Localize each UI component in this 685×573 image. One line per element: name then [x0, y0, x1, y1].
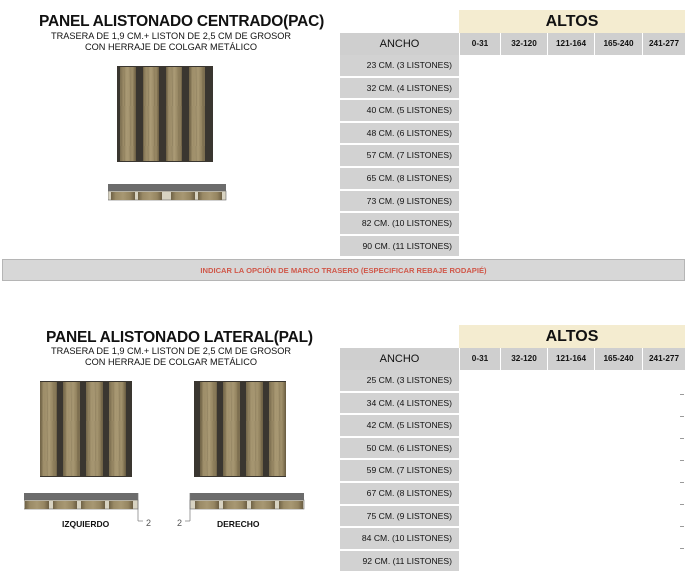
pac-col-header: 241-277 [642, 33, 685, 55]
pac-row-label: 73 CM. (9 LISTONES) [340, 191, 459, 214]
pal-col-header: 121-164 [547, 348, 594, 370]
pal-left-label: IZQUIERDO [62, 519, 110, 529]
pac-width-rows [340, 55, 459, 258]
pac-row-label: 57 CM. (7 LISTONES) [340, 145, 459, 168]
pal-right-mark: 2 [177, 518, 183, 528]
pal-left-mark: 2 [146, 518, 152, 528]
edge-tick [680, 460, 684, 461]
pac-row-label: 65 CM. (8 LISTONES) [340, 168, 459, 191]
edge-tick [680, 548, 684, 549]
pac-altos-header: ALTOS [459, 10, 685, 34]
pal-row-label: 25 CM. (3 LISTONES) [340, 370, 459, 393]
pac-columns-header [459, 33, 685, 55]
pac-note-banner: INDICAR LA OPCIÓN DE MARCO TRASERO (ESPECIFICAR REBAJE RODAPIÉ) [2, 259, 685, 281]
pac-subtitle-line1: TRASERA DE 1,9 CM.+ LISTON DE 2,5 CM DE GROSOR [50, 31, 292, 41]
pac-subtitle-line2: CON HERRAJE DE COLGAR METÁLICO [84, 41, 258, 52]
pal-subtitle-line1: TRASERA DE 1,9 CM.+ LISTON DE 2,5 CM DE GROSOR [50, 346, 292, 356]
pal-row-label: 84 CM. (10 LISTONES) [340, 528, 459, 551]
pal-col-header: 241-277 [642, 348, 685, 370]
pac-front-illustration [117, 66, 213, 162]
pal-row-label: 42 CM. (5 LISTONES) [340, 415, 459, 438]
pal-left-front-illustration [40, 381, 132, 477]
pac-row-label: 48 CM. (6 LISTONES) [340, 123, 459, 146]
pac-col-header: 121-164 [547, 33, 594, 55]
pal-row-label: 67 CM. (8 LISTONES) [340, 483, 459, 506]
pal-col-header: 0-31 [459, 348, 500, 370]
pal-row-label: 59 CM. (7 LISTONES) [340, 460, 459, 483]
pal-columns-header [459, 348, 685, 370]
pal-col-header: 32-120 [500, 348, 547, 370]
pal-right-front-illustration [194, 381, 286, 477]
pac-row-label: 32 CM. (4 LISTONES) [340, 78, 459, 101]
pal-row-label: 34 CM. (4 LISTONES) [340, 393, 459, 416]
pal-col-header: 165-240 [594, 348, 642, 370]
pac-title: PANEL ALISTONADO CENTRADO(PAC) [39, 13, 325, 30]
edge-tick [680, 394, 684, 395]
pac-section-illustration [108, 184, 228, 202]
pal-altos-header: ALTOS [459, 325, 685, 349]
pal-row-label: 50 CM. (6 LISTONES) [340, 438, 459, 461]
pal-width-rows [340, 370, 459, 573]
edge-tick [680, 504, 684, 505]
pac-col-header: 0-31 [459, 33, 500, 55]
pac-ancho-header: ANCHO [340, 33, 459, 56]
pal-ancho-header: ANCHO [340, 348, 459, 371]
pal-subtitle [39, 346, 303, 367]
edge-tick [680, 482, 684, 483]
pal-subtitle-line2: CON HERRAJE DE COLGAR METÁLICO [84, 356, 258, 367]
pac-col-header: 165-240 [594, 33, 642, 55]
pac-row-label: 82 CM. (10 LISTONES) [340, 213, 459, 236]
pac-row-label: 40 CM. (5 LISTONES) [340, 100, 459, 123]
edge-tick [680, 416, 684, 417]
pal-row-label: 75 CM. (9 LISTONES) [340, 506, 459, 529]
pac-row-label: 23 CM. (3 LISTONES) [340, 55, 459, 78]
edge-tick [680, 438, 684, 439]
pac-col-header: 32-120 [500, 33, 547, 55]
pal-right-label: DERECHO [217, 519, 260, 529]
pac-subtitle [39, 31, 303, 52]
pal-title: PANEL ALISTONADO LATERAL(PAL) [46, 329, 313, 346]
pac-row-label: 90 CM. (11 LISTONES) [340, 236, 459, 259]
edge-tick [680, 526, 684, 527]
pal-row-label: 92 CM. (11 LISTONES) [340, 551, 459, 573]
